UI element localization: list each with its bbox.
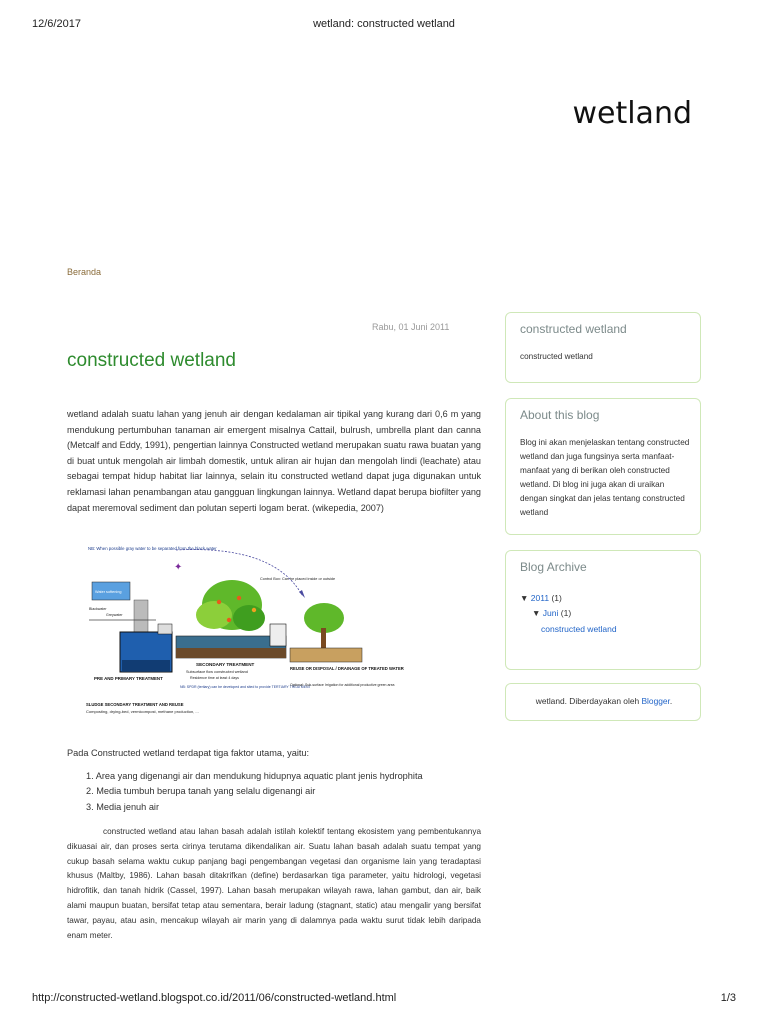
flower-icon-3 <box>227 618 231 622</box>
tank-sludge-icon <box>122 660 170 671</box>
print-url: http://constructed-wetland.blogspot.co.id/2011/06/constructed-wetland.html <box>32 992 397 1004</box>
secondary-label: SECONDARY TREATMENT <box>196 662 255 667</box>
diagram-note-top: NB: When possible gray water to be separated from the black water <box>88 546 217 551</box>
post-intro-paragraph: wetland adalah suatu lahan yang jenuh air dengan kedalaman air tipikal yang kurang dari 0,6 m yang mendukung pertumbuhan tanaman air emergent misalnya Cattail, bulrush, umbrella plant dan canna (Metcalf and Eddy, 1991), pengertian lainnya Constructed wetland merupakan suatu rawa buatan yang di buat untuk mengolah air limbah domestik, untuk aliran air hujan dan mengolah lindi (leachate) atau sebagai tempat hidup habitat liar lainnya, selain itu constructed wetland dapat juga digunakan untuk reklamasi lahan penambangan atau gangguan lingkungan lainnya. Wetland dapat berupa biofilter yang dapat meremoval sediment dan polutan seperti logam berat. (wikepedia, 2007) <box>67 409 481 513</box>
control-box-icon <box>270 624 286 646</box>
widget-title: Blog Archive <box>520 560 587 574</box>
reuse-sub-label: Optional: Sub-surface Irrigation for additional productive green area <box>290 683 395 687</box>
print-title: wetland: constructed wetland <box>313 18 455 30</box>
tank-lid-icon <box>158 624 172 634</box>
widget-title: About this blog <box>520 408 600 422</box>
attribution <box>506 696 702 706</box>
secondary-sub2-label: Residence time at least 4 days <box>190 676 239 680</box>
tree-canopy-icon-3 <box>233 605 265 631</box>
butterfly-icon: ✦ <box>174 562 183 573</box>
archive-month-row[interactable] <box>532 608 571 618</box>
sludge-label: SLUDGE SECONDARY TREATMENT AND REUSE <box>86 702 184 707</box>
widget-constructed-wetland <box>505 312 701 383</box>
widget-title: constructed wetland <box>520 322 627 336</box>
flower-icon-4 <box>252 608 256 612</box>
list-item: 3. Media jenuh air <box>86 801 160 812</box>
constructed-wetland-diagram[interactable] <box>84 540 404 726</box>
about-text: Blog ini akan menjelaskan tentang constructed wetland dan juga fungsinya serta manfaat-manfaat yang di berikan oleh constructed wetland. Di blog ini juga akan di uraikan dengan singkat dan jelas tentang constructed wetland <box>520 438 690 517</box>
print-date: 12/6/2017 <box>32 18 81 30</box>
widget-blog-archive <box>505 550 701 670</box>
widget-about <box>505 398 701 535</box>
tertiary-note-label: NB: SPDR (tertiary) can be developed and sited to provide TERTIARY TREATMENT <box>180 685 311 689</box>
widget-footer <box>505 683 701 721</box>
greywater-label: Greywater <box>106 613 123 617</box>
house-pipe-icon <box>134 600 148 632</box>
factor-list <box>86 771 423 817</box>
flower-icon <box>217 600 221 604</box>
archive-month-link[interactable]: Juni <box>542 608 559 618</box>
list-item: 2. Media tumbuh berupa tanah yang selalu digenangi air <box>86 786 316 797</box>
widget-body: constructed wetland <box>520 352 593 361</box>
attribution-text: wetland. Diberdayakan oleh <box>535 696 642 706</box>
factors-intro: Pada Constructed wetland terdapat tiga faktor utama, yaitu: <box>67 748 310 758</box>
post-title[interactable]: constructed wetland <box>67 350 236 371</box>
attribution-suffix: . <box>669 696 673 706</box>
wetland-soil-icon <box>176 648 286 658</box>
control-box-label: Control Box: Can be placed inside or outside <box>260 577 336 581</box>
triangle-down-icon[interactable]: ▼ <box>532 608 541 618</box>
post-date: Rabu, 01 Juni 2011 <box>372 322 450 332</box>
archive-month-count: (1) <box>560 608 572 618</box>
archive-year-row[interactable] <box>520 593 562 603</box>
post-body-text: constructed wetland atau lahan basah adalah istilah kolektif tentang ekosistem yang pembentukannya dikuasai air, dan proses serta cirinya terutama dikendalikan air. Suatu lahan basah adalah suatu tempat yang cukup basah selama waktu cukup panjang bagi pengembangan vegetasi dan organisme lain yang teradaptasi khusus (Maltby, 1986). Lahan basah ditakrifkan (define) berdasarkan tiga parameter, yaitu hidrologi, vegetasi hidrofitik, dan tanah hidrik (Cassel, 1997). Lahan basah merupakan wilayah rawa, lahan gambut, dan air, baik alami maupun buatan, bersifat tetap atau sementara, berair ladung (stagnant, static) atau mengalir yang bersifat tawar, payau, atau asin, mencakup wilayah air marin yang di dalamnya pada waktu surut tidak lebih daripada enam meter. <box>67 827 481 940</box>
blog-title[interactable]: wetland <box>572 96 692 131</box>
primary-label: PRE AND PRIMARY TREATMENT <box>94 676 163 681</box>
archive-post-link[interactable]: constructed wetland <box>541 624 617 634</box>
sludge-sub-label: Composting, drying-bed, vermicompost, methane production, ... <box>86 709 199 714</box>
post-body-paragraph <box>67 825 481 943</box>
flower-icon-2 <box>237 596 241 600</box>
secondary-sub-label: Subsurface flow constructed wetland <box>186 670 248 674</box>
disposal-area-icon <box>290 648 362 662</box>
home-link[interactable]: Beranda <box>67 267 102 277</box>
water-tank-label: Water softening <box>95 590 122 594</box>
print-page-number: 1/3 <box>720 992 736 1004</box>
archive-year-count: (1) <box>551 593 562 603</box>
tree-trunk-icon <box>321 628 326 650</box>
reuse-label: REUSE OR DISPOSAL / DRAINAGE OF TREATED WATER <box>290 666 404 671</box>
blackwater-label: Blackwater <box>89 607 107 611</box>
triangle-down-icon[interactable]: ▼ <box>520 593 529 603</box>
list-item: 1. Area yang digenangi air dan mendukung hidupnya aquatic plant jenis hydrophita <box>86 771 423 781</box>
tree-canopy-icon-2 <box>196 601 232 629</box>
blogger-link[interactable]: Blogger <box>641 696 670 706</box>
archive-year-link[interactable]: 2011 <box>530 593 550 603</box>
